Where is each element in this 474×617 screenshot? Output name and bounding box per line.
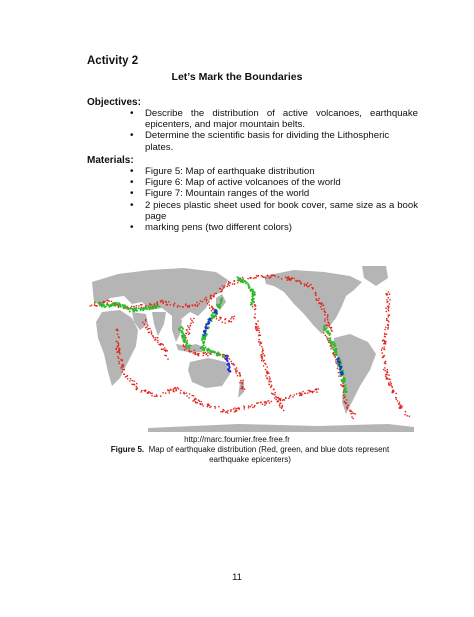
material-item: • Figure 6: Map of active volcanoes of the world (130, 177, 418, 188)
page-title: Let’s Mark the Boundaries (171, 71, 303, 83)
activity-label: Activity 2 (87, 55, 139, 67)
objectives-heading: Objectives: (87, 97, 141, 108)
figure-caption (108, 445, 392, 465)
figure-source-url: http://marc.fournier.free.free.fr (184, 435, 290, 444)
material-item: • marking pens (two different colors) (130, 222, 418, 233)
material-item: • 2 pieces plastic sheet used for book cover, same size as a book page (130, 200, 418, 222)
objective-item: • Describe the distribution of active volcanoes, earthquake epicenters, and major mountain belts. (130, 108, 418, 130)
objectives-list (130, 108, 418, 153)
materials-heading: Materials: (87, 155, 134, 166)
figure-caption-label: Figure 5. (110, 445, 145, 454)
figure-caption-text: Map of earthquake distribution (Red, green, and blue dots represent earthquake epicenters) (148, 445, 390, 464)
materials-list (130, 166, 418, 233)
page-number: 11 (232, 572, 242, 583)
earthquake-map (88, 262, 414, 432)
material-item: • Figure 5: Map of earthquake distribution (130, 166, 418, 177)
objective-item: • Determine the scientific basis for dividing the Lithospheric plates. (130, 130, 418, 152)
material-item: • Figure 7: Mountain ranges of the world (130, 188, 418, 199)
